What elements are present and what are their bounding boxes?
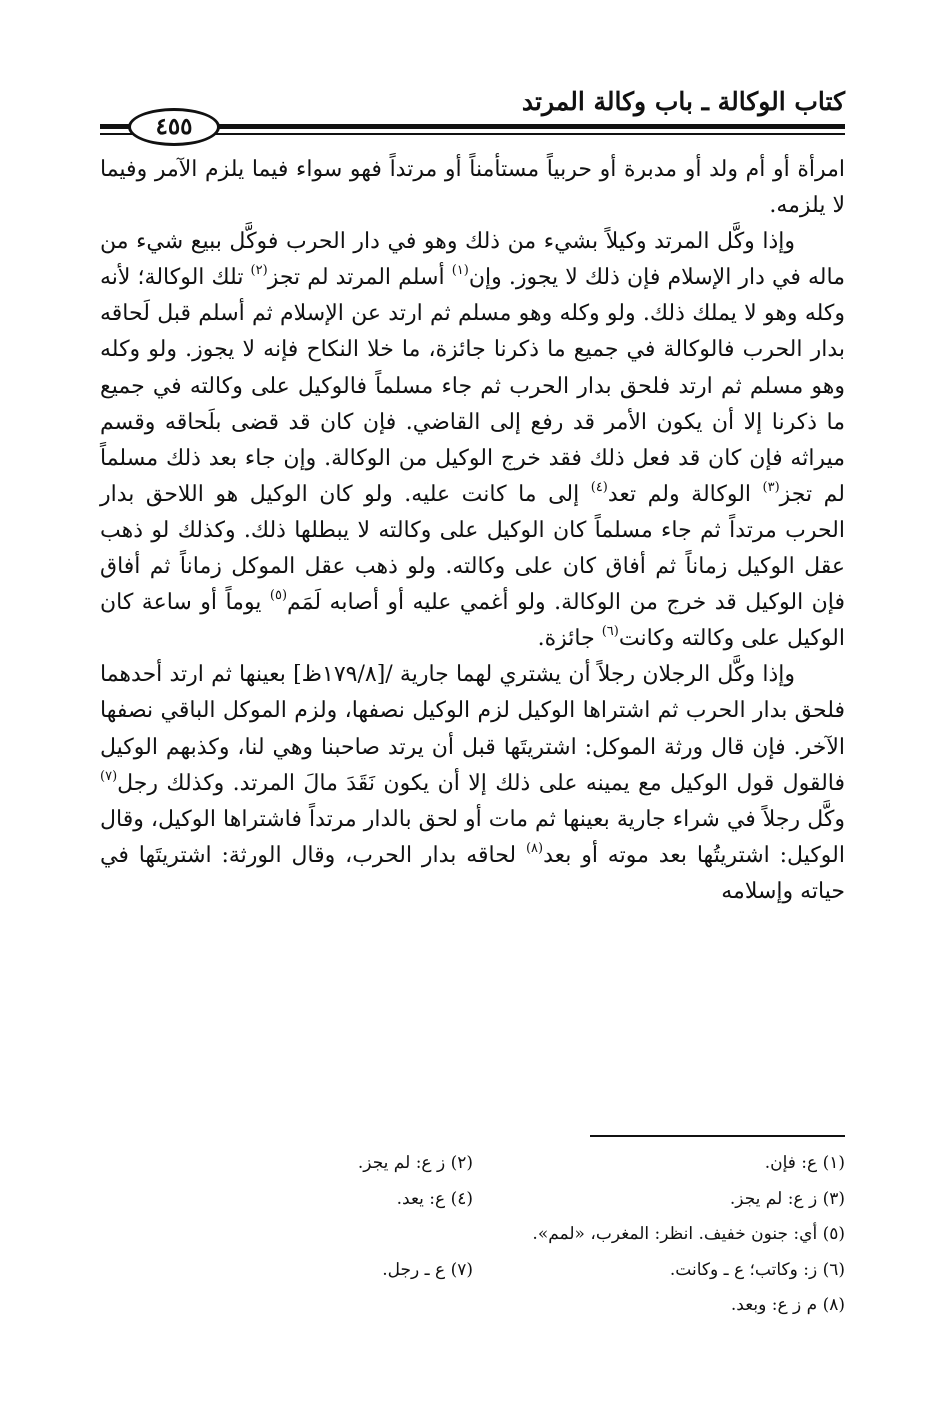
footnote: (٢) ز ع: لم يجز. (357, 1153, 473, 1173)
text-run: جائزة. (537, 626, 602, 652)
text-run: أسلم المرتد لم تجز (267, 265, 452, 291)
running-title: كتاب الوكالة ـ باب وكالة المرتد (521, 87, 845, 116)
footnote-marker: (٧) (100, 768, 118, 784)
footnote-row (100, 1182, 845, 1218)
footnote: (١) ع: فإن. (764, 1153, 845, 1173)
text-run: وكَّل رجلاً في شراء جارية بعينها ثم مات أو لحق بالدار مرتداً فاشتراها الوكيل، وقال الوكيل: اشتريتُها بعد موته أو بعد (100, 806, 845, 868)
text-run: لحاقه بدار الحرب، وقال الورثة: اشتريتَها في حياته وإسلامه (100, 842, 845, 904)
footnote-marker: (٣) (762, 479, 780, 495)
footnote: (٥) أي: جنون خفيف. انظر: المغرب، «لمم». (532, 1224, 845, 1244)
text-run: إلى ما كانت عليه. ولو كان الوكيل هو اللاحق بدار الحرب مرتداً ثم جاء مسلماً كان الوكيل على وكالته لا يبطلها ذلك. وكذلك لو ذهب عقل الوكيل زماناً ثم أفاق كان على وكالته. ولو ذهب عقل الموكل زماناً ثم أفاق فإن الوكيل قد خرج من الوكالة. ولو أغمي عليه أو أصابه لَمَم (100, 481, 846, 616)
paragraph (100, 657, 845, 910)
text-run: تلك الوكالة؛ لأنه وكله وهو لا يملك ذلك. ولو وكله وهو مسلم ثم ارتد عن الإسلام ثم أسلم قبل لَحاقه بدار الحرب فالوكالة في جميع ما ذكرنا جائزة، ما خلا النكاح فإنه لا يجوز. ولو وكله وهو مسلم ثم ارتد فلحق بدار الحرب ثم جاء مسلماً فالوكيل على وكالته في جميع ما ذكرنا إلا أن يكون الأمر قد رفع إلى القاضي. فإن كان قد قضى بلَحاقه وقسم ميراثه فإن كان قد فعل ذلك فقد خرج الوكيل من الوكالة. وإن جاء بعد ذلك مسلماً لم تجز (100, 265, 845, 507)
footnote-marker: (٤) (590, 479, 608, 495)
footnote-row (100, 1146, 845, 1182)
text-run: الوكالة ولم تعد (607, 481, 763, 507)
text-run: وإذا وكَّل الرجلان رجلاً أن يشتري لهما جارية /[١٧٩/٨ظ] بعينها ثم ارتد أحدهما فلحق بدار الحرب ثم اشتراها الوكيل لزم الوكيل نصفها، ولزم الموكل الباقي نصفها الآخر. فإن قال ورثة الموكل: اشتريتَها قبل أن يرتد صاحبنا وهي لنا، وكذبهم الوكيل فالقول قول الوكيل مع يمينه على ذلك إلا أن يكون نَقَدَ مالَ المرتد. وكذلك رجل (100, 662, 845, 796)
footnote-marker: (٦) (601, 624, 619, 640)
text-run: يوماً أو ساعة كان الوكيل على وكالته وكانت (100, 590, 845, 652)
footnote-marker: (٨) (525, 840, 544, 856)
page-number: ٤٥٥ (128, 108, 220, 146)
footnote-marker: (٢) (250, 263, 268, 279)
footnote-rule (590, 1135, 845, 1137)
paragraph (100, 152, 845, 224)
footnote: (٣) ز ع: لم يجز. (729, 1188, 845, 1209)
footnote-marker: (٥) (269, 588, 288, 604)
footnotes (100, 1146, 845, 1324)
paragraph (100, 224, 845, 657)
footnote-row (100, 1217, 845, 1253)
footnote-marker: (١) (451, 263, 469, 279)
main-text (100, 152, 845, 910)
footnote: (٦) ز: وكاتب؛ ع ـ وكانت. (669, 1259, 845, 1280)
footnote: (٧) ع ـ رجل. (382, 1259, 473, 1280)
footnote: (٨) م ز ع: وبعد. (730, 1295, 845, 1315)
footnote-row (100, 1253, 845, 1289)
text-run: امرأة أو أم ولد أو مدبرة أو حربياً مستأمناً أو مرتداً فهو سواء فيما يلزم الآمر وفيما لا يلزمه. (100, 157, 845, 219)
text-run: وإذا وكَّل المرتد وكيلاً بشيء من ذلك وهو في دار الحرب فوكَّل ببيع شيء من ماله في دار الإسلام فإن ذلك لا يجوز. وإن (100, 229, 845, 291)
footnote-row (100, 1288, 845, 1324)
footnote: (٤) ع: يعد. (396, 1188, 473, 1209)
